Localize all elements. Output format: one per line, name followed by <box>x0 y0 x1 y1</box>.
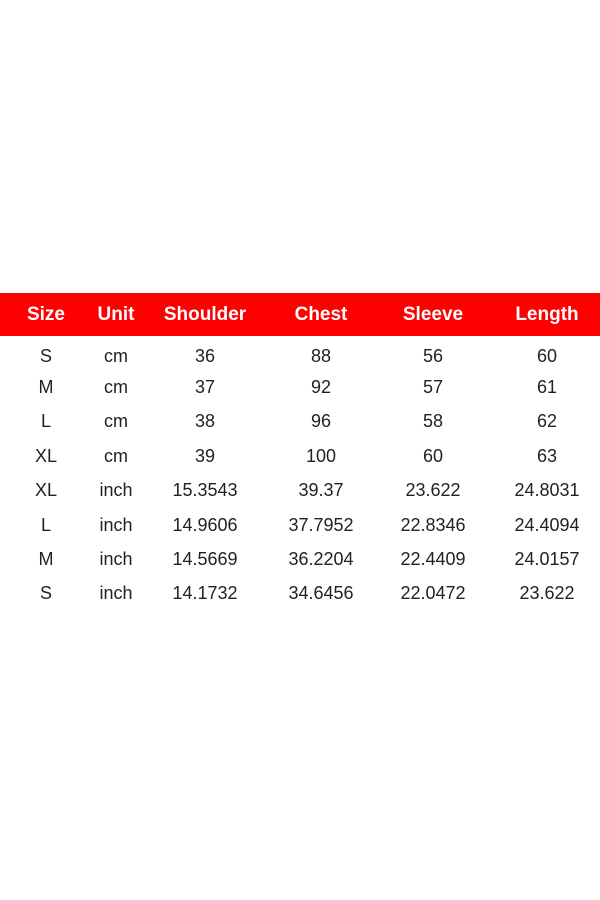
cell-length: 24.8031 <box>514 480 580 501</box>
size-chart-table <box>0 293 600 611</box>
cell-length: 63 <box>536 445 558 466</box>
cell-sleeve: 58 <box>422 411 444 432</box>
cell-chest: 100 <box>305 445 337 466</box>
table-header <box>0 293 600 336</box>
cell-unit: cm <box>104 377 128 398</box>
cell-shoulder: 39 <box>194 445 216 466</box>
cell-shoulder: 38 <box>194 411 216 432</box>
table-body <box>0 336 600 611</box>
cell-sleeve: 22.8346 <box>400 514 466 535</box>
cell-length: 23.622 <box>519 583 575 604</box>
cell-shoulder: 36 <box>194 345 216 366</box>
cell-length: 61 <box>536 377 558 398</box>
cell-sleeve: 22.4409 <box>400 549 466 570</box>
cell-unit: cm <box>104 445 128 466</box>
cell-size: M <box>38 377 54 398</box>
cell-size: S <box>39 583 52 604</box>
cell-chest: 34.6456 <box>288 583 354 604</box>
cell-chest: 37.7952 <box>288 514 354 535</box>
cell-length: 60 <box>536 345 558 366</box>
table-row <box>0 370 600 404</box>
table-row <box>0 508 600 542</box>
cell-shoulder: 37 <box>194 377 216 398</box>
cell-chest: 88 <box>310 345 332 366</box>
header-unit: Unit <box>97 303 135 325</box>
cell-unit: inch <box>99 549 133 570</box>
cell-unit: inch <box>99 583 133 604</box>
cell-unit: inch <box>99 514 133 535</box>
cell-sleeve: 56 <box>422 345 444 366</box>
cell-unit: cm <box>104 411 128 432</box>
cell-size: S <box>39 345 52 366</box>
cell-length: 24.0157 <box>514 549 580 570</box>
header-sleeve: Sleeve <box>402 303 464 325</box>
cell-sleeve: 23.622 <box>405 480 461 501</box>
cell-unit: cm <box>104 345 128 366</box>
cell-sleeve: 22.0472 <box>400 583 466 604</box>
cell-length: 24.4094 <box>514 514 580 535</box>
table-row <box>0 474 600 508</box>
cell-shoulder: 14.5669 <box>172 549 238 570</box>
cell-shoulder: 15.3543 <box>172 480 238 501</box>
table-row <box>0 336 600 370</box>
cell-size: XL <box>34 480 58 501</box>
table-row <box>0 577 600 611</box>
cell-length: 62 <box>536 411 558 432</box>
cell-size: XL <box>34 445 58 466</box>
header-size: Size <box>26 303 66 325</box>
cell-size: L <box>40 411 51 432</box>
header-chest: Chest <box>294 303 348 325</box>
cell-size: M <box>38 549 54 570</box>
cell-chest: 36.2204 <box>288 549 354 570</box>
cell-chest: 96 <box>310 411 332 432</box>
cell-size: L <box>40 514 51 535</box>
cell-shoulder: 14.1732 <box>172 583 238 604</box>
cell-unit: inch <box>99 480 133 501</box>
header-row <box>0 293 600 336</box>
table-row <box>0 542 600 576</box>
cell-sleeve: 60 <box>422 445 444 466</box>
cell-sleeve: 57 <box>422 377 444 398</box>
cell-chest: 39.37 <box>298 480 344 501</box>
table-row <box>0 405 600 439</box>
cell-chest: 92 <box>310 377 332 398</box>
header-shoulder: Shoulder <box>163 303 247 325</box>
header-length: Length <box>515 303 579 325</box>
cell-shoulder: 14.9606 <box>172 514 238 535</box>
table-row <box>0 439 600 473</box>
